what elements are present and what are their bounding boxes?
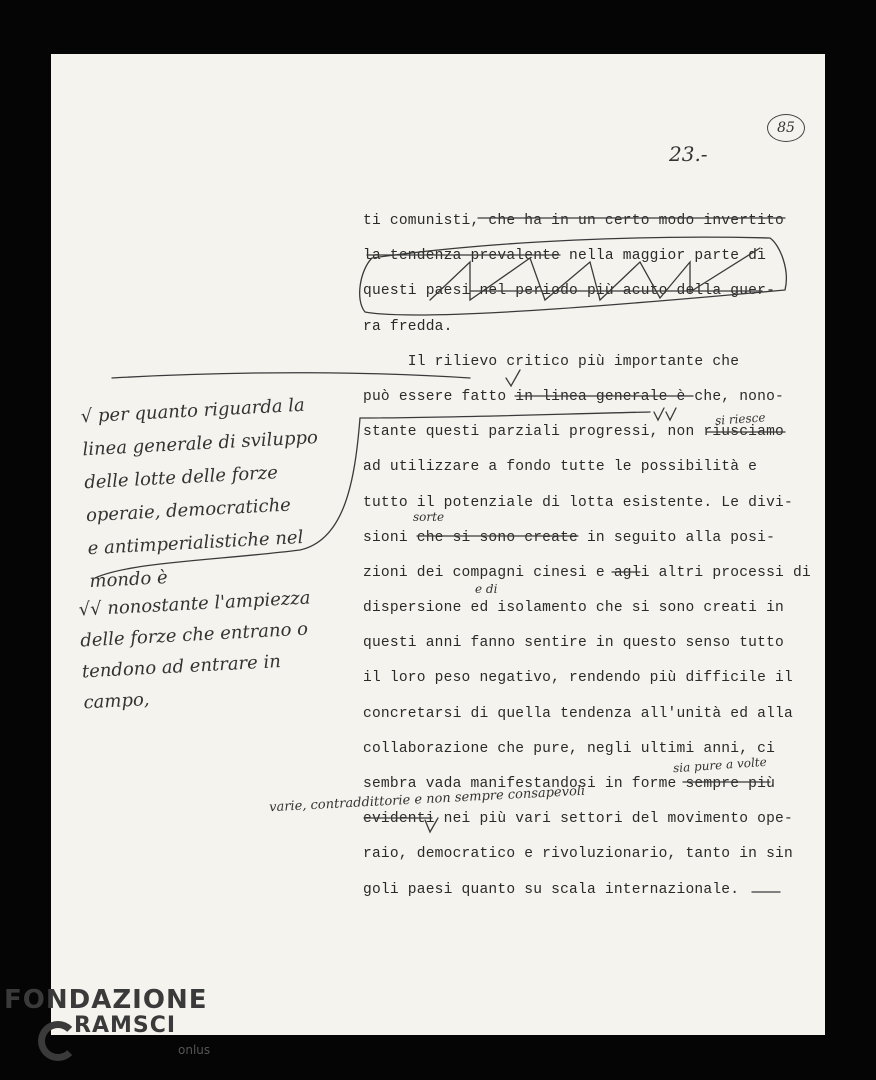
insert-sia-pure: sia pure a volte xyxy=(672,754,768,776)
note-line: e antimperialistiche nel xyxy=(87,526,304,560)
text-line: ad utilizzare a fondo tutte le possibilità e xyxy=(363,459,758,476)
text-line: dispersione ed isolamento che si sono creati in xyxy=(363,600,785,617)
text-line: zioni dei compagni cinesi e agli altri processi di xyxy=(363,564,811,581)
logo-text: RAMSCI xyxy=(74,1013,177,1038)
text-line: il loro peso negativo, rendendo più difficile il xyxy=(363,670,793,687)
logo-tagline: onlus xyxy=(178,1043,211,1057)
insert-sorte: sorte xyxy=(413,510,445,524)
margin-note-1 xyxy=(80,388,330,598)
page-number: 23.- xyxy=(669,142,708,166)
text-line: la tendenza prevalente nella maggior parte di xyxy=(363,248,767,265)
note-line: campo, xyxy=(83,688,151,714)
text-line: questi paesi nel periodo più acuto della guer- xyxy=(363,283,776,300)
note-line: operaie, democratiche xyxy=(85,494,292,527)
note-line: mondo è xyxy=(88,567,169,593)
note-line: delle lotte delle forze xyxy=(83,462,279,494)
insert-e-di: e di xyxy=(475,582,498,596)
archive-number-stamp: 85 xyxy=(767,114,805,142)
text-line: stante questi parziali progressi, non riusciamo xyxy=(363,424,785,441)
text-line: evidenti nei più vari settori del movimento ope- xyxy=(363,811,793,828)
note-line: delle forze che entrano o xyxy=(79,618,309,652)
document-page xyxy=(51,54,825,1035)
text-line: raio, democratico e rivoluzionario, tanto in sin xyxy=(363,846,793,863)
text-line: Il rilievo critico più importante che xyxy=(363,353,740,370)
text-line: tutto il potenziale di lotta esistente. Le divi- xyxy=(363,494,793,511)
insert-si-riesce: si riesce xyxy=(714,410,766,428)
margin-note-2 xyxy=(78,584,312,719)
fondazione-gramsci-logo xyxy=(4,985,224,1080)
insert-varie: varie, contraddittorie e non sempre consapevoli xyxy=(268,783,586,816)
note-line: √ per quanto riguarda la xyxy=(80,394,306,428)
text-line: collaborazione che pure, negli ultimi anni, ci xyxy=(363,740,776,757)
note-line: linea generale di sviluppo xyxy=(82,427,319,461)
text-line: questi anni fanno sentire in questo senso tutto xyxy=(363,635,785,652)
text-line: concretarsi di quella tendenza all'unità ed alla xyxy=(363,705,793,722)
note-line: tendono ad entrare in xyxy=(81,651,282,683)
text-line: goli paesi quanto su scala internazionale. xyxy=(363,881,740,898)
logo-text: FONDAZIONE xyxy=(4,985,208,1015)
text-line: può essere fatto in linea generale è che, nono- xyxy=(363,388,785,405)
text-line: ti comunisti, che ha in un certo modo invertito xyxy=(363,213,785,229)
text-line: ra fredda. xyxy=(363,318,453,335)
text-line: sembra vada manifestandosi in forme sempre più xyxy=(363,776,776,792)
note-line: √√ nonostante l'ampiezza xyxy=(78,587,312,621)
logo-g-icon xyxy=(38,1021,78,1061)
text-line: sioni che si sono create in seguito alla posi- xyxy=(363,529,776,546)
